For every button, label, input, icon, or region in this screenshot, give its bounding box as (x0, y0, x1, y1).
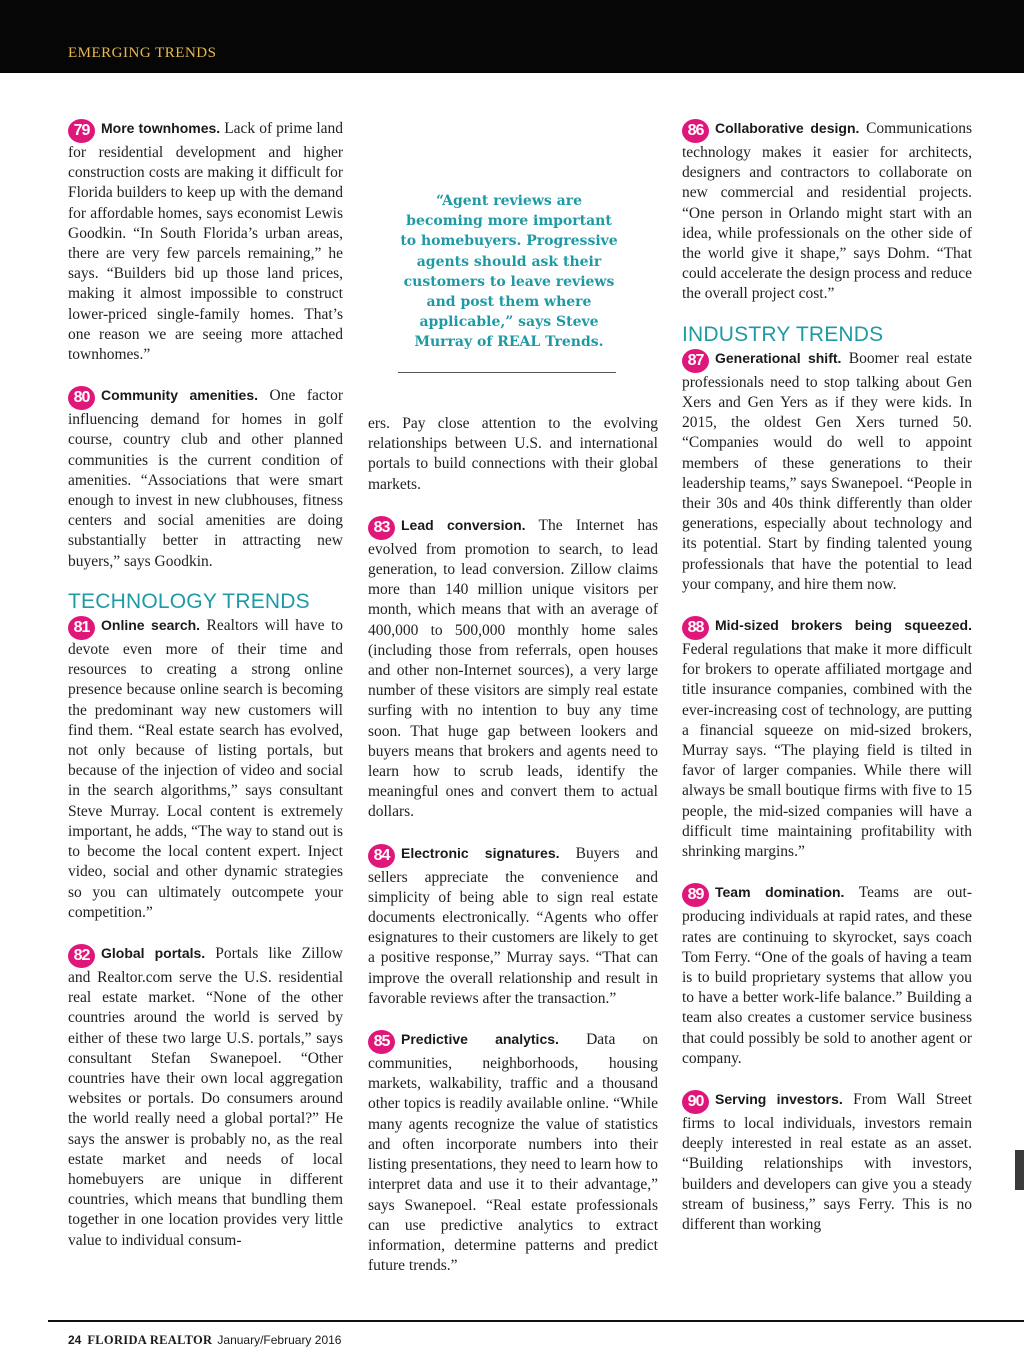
footer (68, 1333, 341, 1348)
trend-80 (68, 385, 343, 572)
footer-rule (48, 1320, 1024, 1322)
trend-title: Predictive analytics. (401, 1031, 559, 1048)
pull-quote-divider (398, 372, 616, 373)
trend-body: Lack of prime land for residential development and higher construction costs are making it difficult for Florida builders to keep up with the demand for affordable homes, says economist Lewis Goodkin. “In South Florida’s urban areas, there are very few parcels remaining,” he says. “Builders bid up those land prices, making it almost impossible to construct lower-priced single-family homes. That’s one reason we are seeing more attached townhomes.” (68, 120, 344, 364)
page-number: 24 (68, 1333, 82, 1347)
trend-title: Team domination. (715, 884, 845, 901)
trend-body: Teams are out-producing individuals at rapid rates, and these rates are continuing to skyrocket, says coach Tom Ferry. “One of the goals of having a team is to build proprietary systems that allow you to have a better work-life balance.” Building a team also creates a customer service business that could possibly be sold to another agent or company. (682, 884, 973, 1067)
trend-body: Communications technology makes it easier for architects, designers and contractors to collaborate on new commercial and residential projects. “One person in Orlando might start with an idea, while professionals on the other side of the world give it shape,” says Dohm. “That could accelerate the design process and reduce the overall project cost.” (682, 120, 972, 303)
column-middle (368, 414, 658, 1296)
trend-82 (68, 943, 343, 1251)
trend-85 (368, 1029, 658, 1276)
header-bar (0, 0, 1024, 73)
page-edge-tab (1015, 1150, 1024, 1190)
trend-title: Mid-sized brokers being squeezed. (715, 617, 972, 634)
trend-title: Electronic signatures. (401, 844, 560, 861)
trend-number-badge: 86 (682, 119, 709, 143)
trend-title: Online search. (101, 617, 201, 634)
trend-title: Generational shift. (715, 349, 842, 366)
heading-industry-trends: INDUSTRY TRENDS (682, 322, 884, 346)
trend-body: Portals like Zillow and Realtor.com serve the U.S. residential real estate market. “None of the other countries around the world is served by either of these two large U.S. portals,” says consultant Stefan Swanepoel. “Other countries have their own local aggregation websites or portals. Do consumers around the world really need a global portal?” He says the answer is probably no, as the real estate market and needs of local homebuyers are unique in different countries, which means that bundling them together in one location provides very little value to individual consum- (68, 944, 344, 1249)
trend-number-badge: 79 (68, 119, 95, 143)
trend-number-badge: 88 (682, 616, 709, 640)
trend-89 (682, 882, 972, 1069)
trend-title: Lead conversion. (401, 516, 526, 533)
column-right (682, 118, 972, 1255)
trend-title: Serving investors. (715, 1090, 843, 1107)
trend-body: Realtors will have to devote even more of their time and resources to creating a strong online presence because online search is becoming the predominant way new customers will find them. “Real estate search has evolved, not only because of listing portals, but because of the injection of video and social in the search algorithms,” says consultant Steve Murray. Local content is extremely important, he adds, “The way to stand out is to become the local content expert. Inject video, social and other dynamic strategies so you can ultimately outcompete your competition.” (68, 617, 344, 921)
trend-number-badge: 80 (68, 386, 95, 410)
trend-79 (68, 118, 343, 365)
trend-body: Buyers and sellers appreciate the convenience and simplicity of being able to sign real estate documents electronically. “Agents who offer esignatures to their customers are likely to get a positive response,” Murray says. “That can improve the overall relationship and result in favorable reviews after the transaction.” (368, 844, 658, 1007)
heading-technology-trends: TECHNOLOGY TRENDS (68, 589, 310, 613)
trend-number-badge: 90 (682, 1090, 709, 1114)
trend-body: One factor influencing demand for homes in golf course, country club and other planned communities is the current condition of amenities. “Associations that were smart enough to invest in new clubhouses, fitness centers and social amenities are doing substantially better in attracting new buyers,” says Goodkin. (68, 387, 344, 570)
trend-82-continued: ers. Pay close attention to the evolving relationships between U.S. and international portals to build connections with their global markets. (368, 415, 658, 493)
trend-number-badge: 81 (68, 616, 95, 640)
trend-title: More townhomes. (101, 120, 221, 136)
trend-88 (682, 615, 972, 862)
trend-body: From Wall Street firms to local individuals, investors remain deeply interested in real estate as an asset. “Building relationships with investors, builders and developers can give you a steady stream of business,” says Ferry. This is no different than working (682, 1090, 973, 1233)
trend-body: Federal regulations that make it more difficult for brokers to operate affiliated mortgage and title insurance companies, combined with the ever-increasing cost of technology, are putting a financial squeeze on mid-sized brokers, Murray says. “The playing field is tilted in favor of larger companies. While there will always be small boutique firms with five to 15 people, the mid-sized companies will have a difficult time maintaining profitability with shrinking margins.” (682, 641, 972, 861)
trend-number-badge: 87 (682, 349, 709, 373)
trend-title: Collaborative design. (715, 120, 860, 136)
trend-title: Global portals. (101, 944, 206, 961)
column-left (68, 118, 343, 1271)
issue-date: January/February 2016 (217, 1333, 342, 1347)
trend-number-badge: 84 (368, 844, 395, 868)
trend-body: Boomer real estate professionals need to stop talking about Gen Xers and Gen Yers as if they were kids. In 2015, the oldest Gen Xers turned 50. “Companies would do well to appoint members of these generations to their leadership teams,” says Swanepoel. “People in their 30s and 40s think differently than older generations, especially about technology and its potential. Start by finding talented young professionals that have the potential to lead your company, and hire them now. (682, 349, 972, 593)
trend-body: The Internet has evolved from promotion to search, to lead generation, to lead conversion. Zillow claims more than 140 million unique visitors per month, which means that with an average of 400,000 to 500,000 monthly home sales (including those from referrals, open houses and other non-Internet sources), a very large number of these visitors are simply real estate surfing with no intention to buy any time soon. That huge gap between lookers and buyers means that brokers and agents need to learn how to scrub leads, identify the meaningful ones and convert them to actual dollars. (368, 516, 658, 821)
trend-number-badge: 89 (682, 883, 709, 907)
magazine-name: FLORIDA REALTOR (87, 1333, 213, 1347)
trend-83 (368, 515, 658, 823)
trend-body: Data on communities, neighborhoods, housing markets, walkability, traffic and a thousand other topics is readily available online. “While many agents recognize the value of statistics and often incorporate numbers into their listing presentations, they need to learn how to interpret data and use it to their advantage,” says Swanepoel. “Real estate professionals can use predictive analytics to extract information, determine patterns and predict future trends.” (368, 1031, 658, 1275)
trend-number-badge: 85 (368, 1030, 395, 1054)
trend-86 (682, 118, 972, 305)
section-label: EMERGING TRENDS (68, 45, 217, 61)
trend-number-badge: 83 (368, 516, 395, 540)
trend-90 (682, 1089, 972, 1235)
trend-87 (682, 348, 972, 595)
trend-number-badge: 82 (68, 944, 95, 968)
pull-quote: “Agent reviews are becoming more important to homebuyers. Progressive agents should ask their customers to leave reviews and post them where applicable,” says Steve Murray of REAL Trends. (400, 193, 618, 351)
trend-84 (368, 843, 658, 1009)
trend-81 (68, 615, 343, 923)
trend-title: Community amenities. (101, 387, 259, 404)
